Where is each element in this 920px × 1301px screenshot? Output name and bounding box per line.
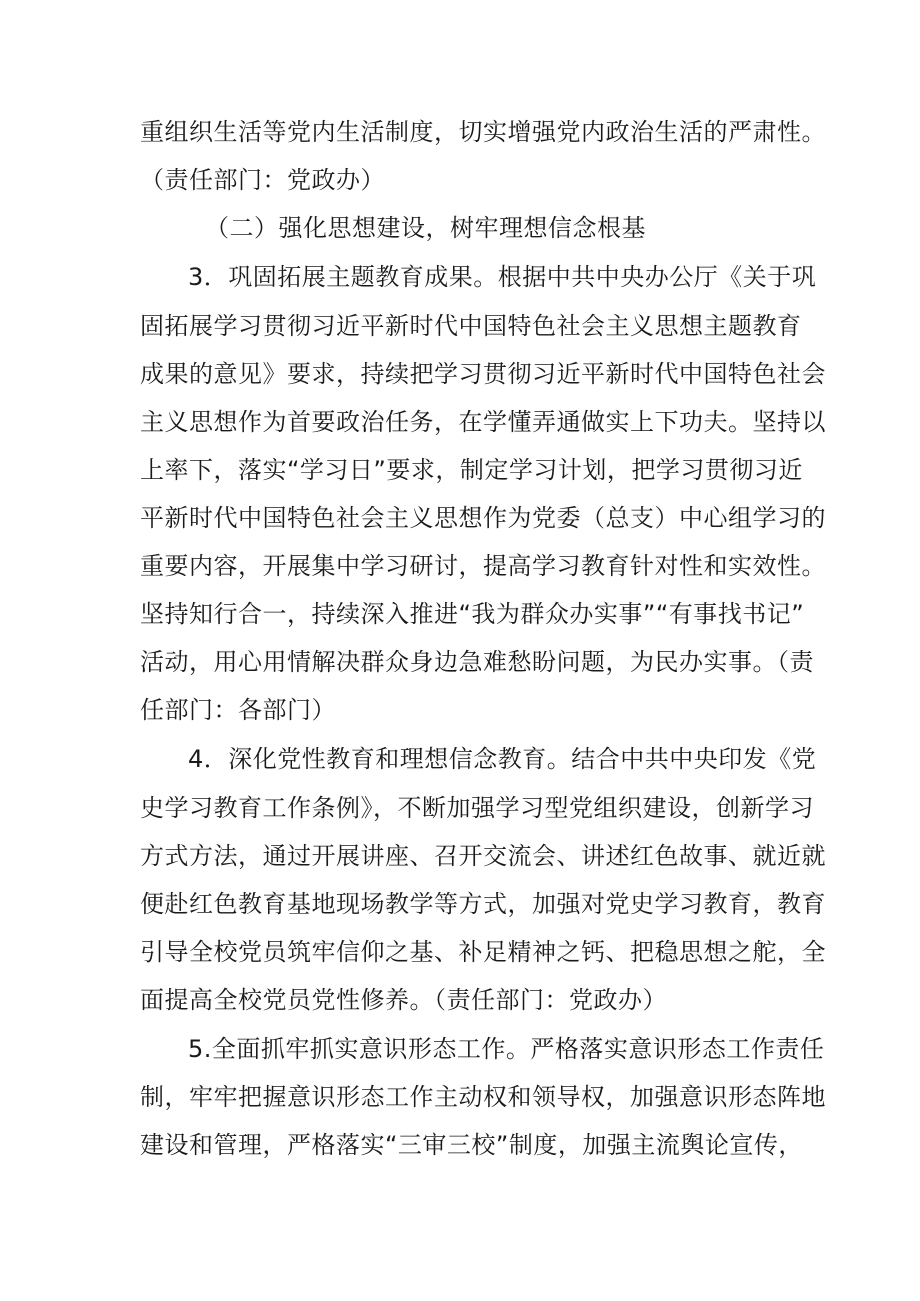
- text-line: 5.全面抓牢抓实意识形态工作。严格落实意识形态工作责任: [188, 1035, 825, 1063]
- section-heading: （二）强化思想建设，树牢理想信念根基: [205, 214, 646, 242]
- text-line: 任部门：各部门）: [140, 696, 336, 724]
- text-line: 3．巩固拓展主题教育成果。根据中共中央办公厅《关于巩: [188, 263, 817, 291]
- text-line: 坚持知行合一，持续深入推进“我为群众办实事”“有事找书记”: [140, 600, 805, 628]
- text-line: 4．深化党性教育和理想信念教育。结合中共中央印发《党: [188, 745, 817, 773]
- text-line: 重组织生活等党内生活制度，切实增强党内政治生活的严肃性。: [140, 118, 826, 146]
- text-line: 平新时代中国特色社会主义思想作为党委（总支）中心组学习的: [140, 504, 826, 532]
- text-line: 史学习教育工作条例》，不断加强学习型党组织建设，创新学习: [140, 794, 814, 822]
- text-line: 成果的意见》要求，持续把学习贯彻习近平新时代中国特色社会: [140, 360, 826, 388]
- text-line: 制，牢牢把握意识形态工作主动权和领导权，加强意识形态阵地: [140, 1083, 826, 1111]
- text-line: 方式方法，通过开展讲座、召开交流会、讲述红色故事、就近就: [140, 842, 826, 870]
- text-line: 面提高全校党员党性修养。（责任部门：党政办）: [140, 986, 667, 1014]
- text-line: 主义思想作为首要政治任务，在学懂弄通做实上下功夫。坚持以: [140, 408, 826, 436]
- text-line: 重要内容，开展集中学习研讨，提高学习教育针对性和实效性。: [140, 552, 826, 580]
- text-line: 引导全校党员筑牢信仰之基、补足精神之钙、把稳思想之舵，全: [140, 938, 826, 966]
- text-line: 建设和管理，严格落实“三审三校”制度，加强主流舆论宣传，: [140, 1131, 803, 1159]
- text-line: 固拓展学习贯彻习近平新时代中国特色社会主义思想主题教育: [140, 312, 802, 340]
- text-line: 活动，用心用情解决群众身边急难愁盼问题，为民办实事。（责: [140, 648, 814, 676]
- text-line: 上率下，落实“学习日”要求，制定学习计划，把学习贯彻习近: [140, 456, 803, 484]
- text-line: （责任部门：党政办）: [140, 166, 385, 194]
- text-line: 便赴红色教育基地现场教学等方式，加强对党史学习教育，教育: [140, 890, 826, 918]
